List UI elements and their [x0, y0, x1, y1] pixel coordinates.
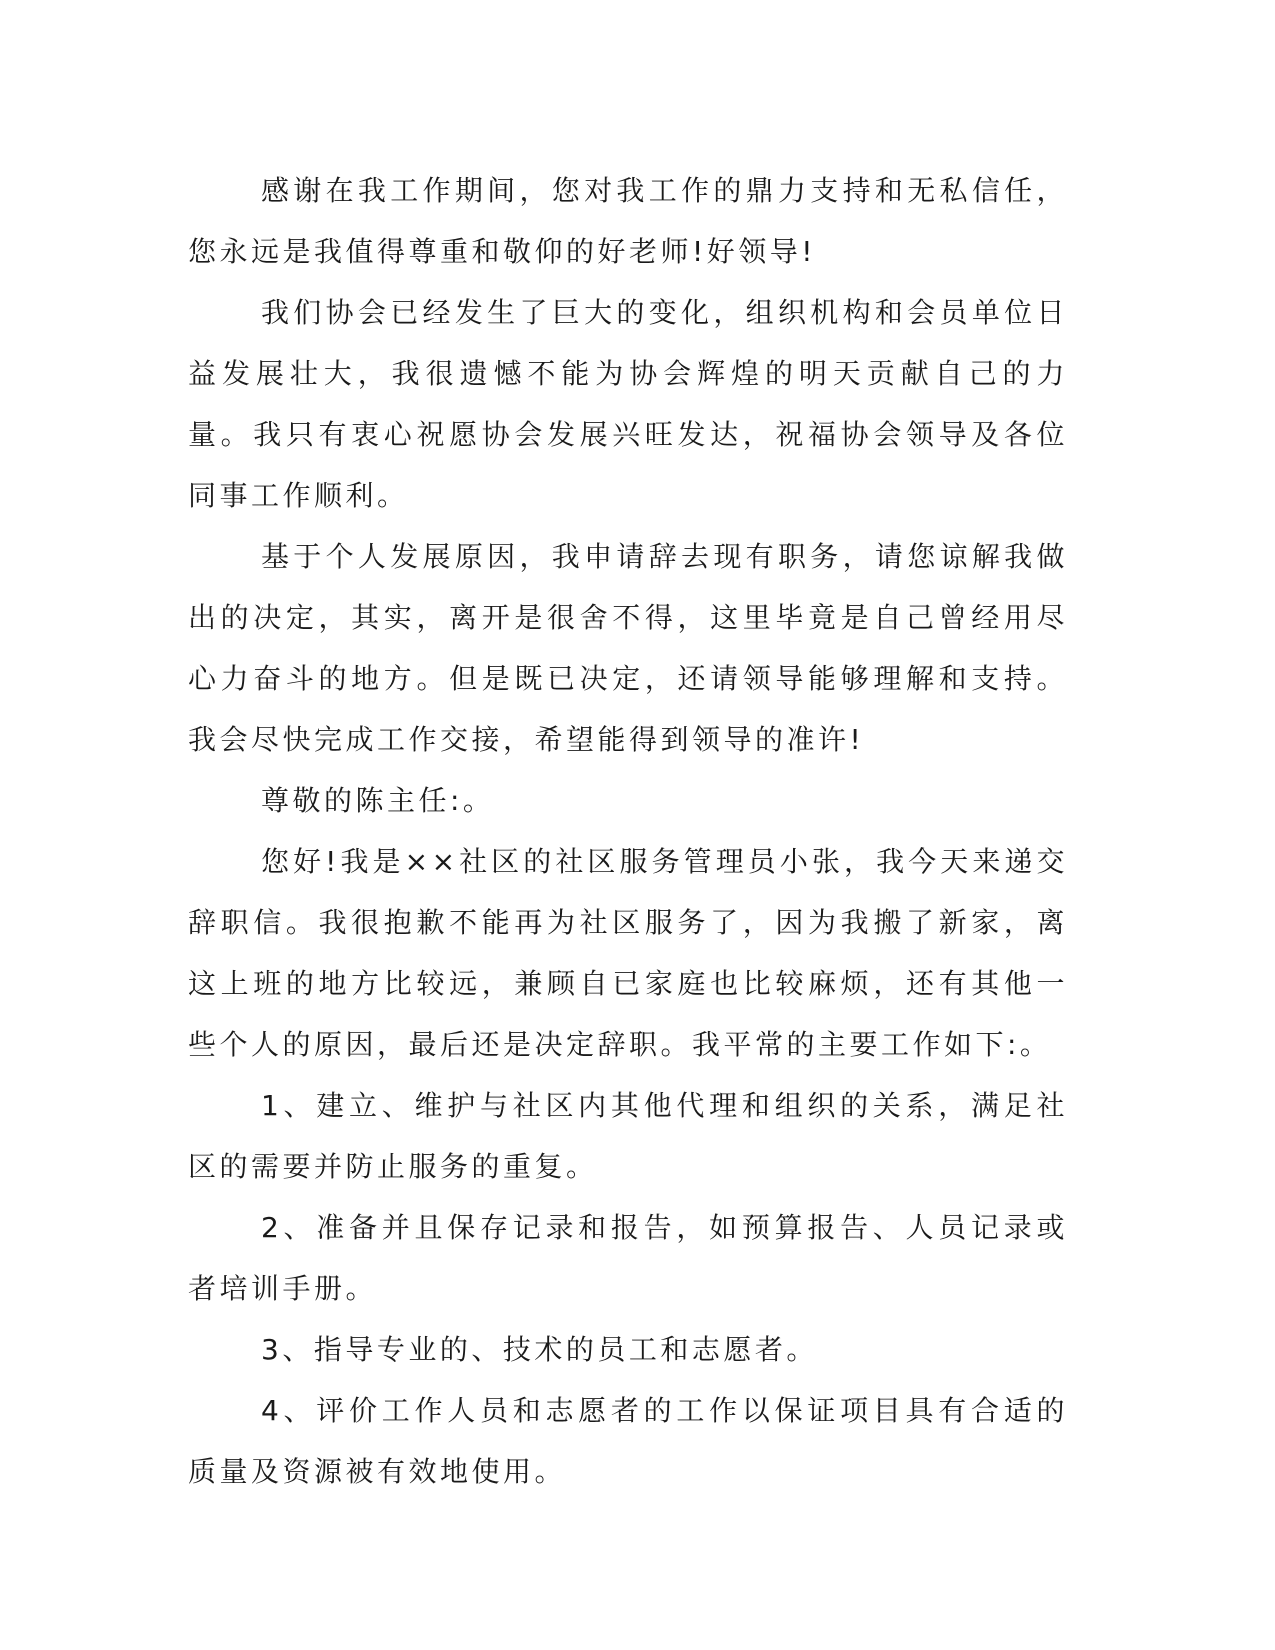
list-item-duty-1: 1、建立、维护与社区内其他代理和组织的关系，满足社区的需要并防止服务的重复。	[188, 1089, 1068, 1183]
list-item-duty-4: 4、评价工作人员和志愿者的工作以保证项目具有合适的质量及资源被有效地使用。	[188, 1394, 1068, 1488]
list-item-duty-3: 3、指导专业的、技术的员工和志愿者。	[261, 1333, 818, 1366]
document-body	[188, 160, 1068, 1502]
list-item-duty-2: 2、准备并且保存记录和报告，如预算报告、人员记录或者培训手册。	[188, 1211, 1068, 1305]
paragraph-salutation: 尊敬的陈主任:。	[261, 784, 495, 817]
paragraph-association: 我们协会已经发生了巨大的变化，组织机构和会员单位日益发展壮大，我很遗憾不能为协会辉煌的明天贡献自己的力量。我只有衷心祝愿协会发展兴旺发达，祝福协会领导及各位同事工作顺利。	[188, 296, 1068, 512]
paragraph-thanks: 感谢在我工作期间，您对我工作的鼎力支持和无私信任，您永远是我值得尊重和敬仰的好老师!好领导!	[188, 174, 1068, 268]
paragraph-resignation-reason: 基于个人发展原因，我申请辞去现有职务，请您谅解我做出的决定，其实，离开是很舍不得，这里毕竟是自己曾经用尽心力奋斗的地方。但是既已决定，还请领导能够理解和支持。我会尽快完成工作交接，希望能得到领导的准许!	[188, 540, 1068, 756]
paragraph-greeting: 您好!我是××社区的社区服务管理员小张，我今天来递交辞职信。我很抱歉不能再为社区服务了，因为我搬了新家，离这上班的地方比较远，兼顾自已家庭也比较麻烦，还有其他一些个人的原因，最后还是决定辞职。我平常的主要工作如下:。	[188, 845, 1068, 1061]
